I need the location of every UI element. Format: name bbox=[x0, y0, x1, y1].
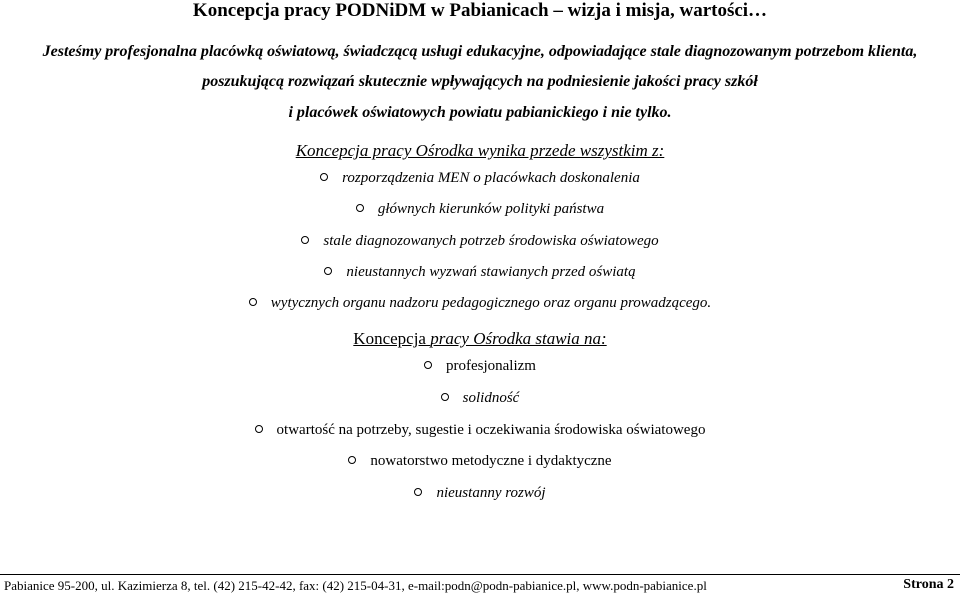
list-item bbox=[0, 264, 960, 281]
mission-statement-line-2: poszukującą rozwiązań skutecznie wpływających na podniesienie jakości pracy szkół bbox=[202, 73, 758, 90]
list-item-text: otwartość na potrzeby, sugestie i oczekiwania środowiska oświatowego bbox=[276, 422, 706, 438]
list-item bbox=[0, 453, 960, 470]
list-item-text: nieustannych wyzwań stawianych przed oświatą bbox=[346, 264, 636, 280]
concept-values-heading-text-b: pracy Ośrodka stawia na: bbox=[430, 329, 607, 348]
list-item-text: stale diagnozowanych potrzeb środowiska oświatowego bbox=[323, 233, 659, 249]
bullet-icon bbox=[356, 204, 364, 212]
bullet-icon bbox=[324, 267, 332, 275]
concept-values-heading-text-a: Koncepcja bbox=[353, 329, 431, 348]
list-item bbox=[0, 390, 960, 407]
bullet-icon bbox=[414, 488, 422, 496]
bullet-icon bbox=[348, 456, 356, 464]
bullet-icon bbox=[320, 173, 328, 181]
concept-sources-heading bbox=[0, 141, 960, 161]
concept-values-heading bbox=[0, 329, 960, 349]
bullet-icon bbox=[441, 393, 449, 401]
mission-statement-line-3: i placówek oświatowych powiatu pabianickiego i nie tylko. bbox=[288, 104, 672, 121]
list-item-text: wytycznych organu nadzoru pedagogicznego oraz organu prowadzącego. bbox=[270, 295, 712, 311]
list-item-text: rozporządzenia MEN o placówkach doskonalenia bbox=[342, 170, 640, 186]
list-item-text: nieustanny rozwój bbox=[436, 485, 546, 501]
concept-sources-heading-text: Koncepcja pracy Ośrodka wynika przede wszystkim z: bbox=[295, 141, 665, 160]
bullet-icon bbox=[301, 236, 309, 244]
list-item-text: nowatorstwo metodyczne i dydaktyczne bbox=[370, 453, 612, 469]
list-item-text: głównych kierunków polityki państwa bbox=[377, 201, 605, 217]
list-item bbox=[0, 170, 960, 187]
footer-divider bbox=[0, 574, 960, 575]
list-item bbox=[0, 233, 960, 250]
page-number: Strona 2 bbox=[903, 577, 954, 592]
mission-statement-line-1: Jesteśmy profesjonalna placówką oświatową, świadczącą usługi edukacyjne, odpowiadające stale diagnozowanym potrzebom klienta, bbox=[42, 43, 918, 60]
list-item bbox=[0, 201, 960, 218]
list-item bbox=[0, 358, 960, 375]
list-item-text: profesjonalizm bbox=[446, 358, 536, 374]
list-item bbox=[0, 295, 960, 312]
list-item bbox=[0, 485, 960, 502]
footer-contact: Pabianice 95-200, ul. Kazimierza 8, tel. (42) 215-42-42, fax: (42) 215-04-31, e-mail:podn@podn-pabianice.pl, www.podn-pabianice.pl bbox=[4, 578, 707, 593]
list-item-text: solidność bbox=[462, 390, 520, 406]
bullet-icon bbox=[424, 361, 432, 369]
bullet-icon bbox=[249, 298, 257, 306]
page-title: Koncepcja pracy PODNiDM w Pabianicach – wizja i misja, wartości… bbox=[192, 0, 768, 21]
list-item bbox=[0, 422, 960, 439]
bullet-icon bbox=[255, 425, 263, 433]
